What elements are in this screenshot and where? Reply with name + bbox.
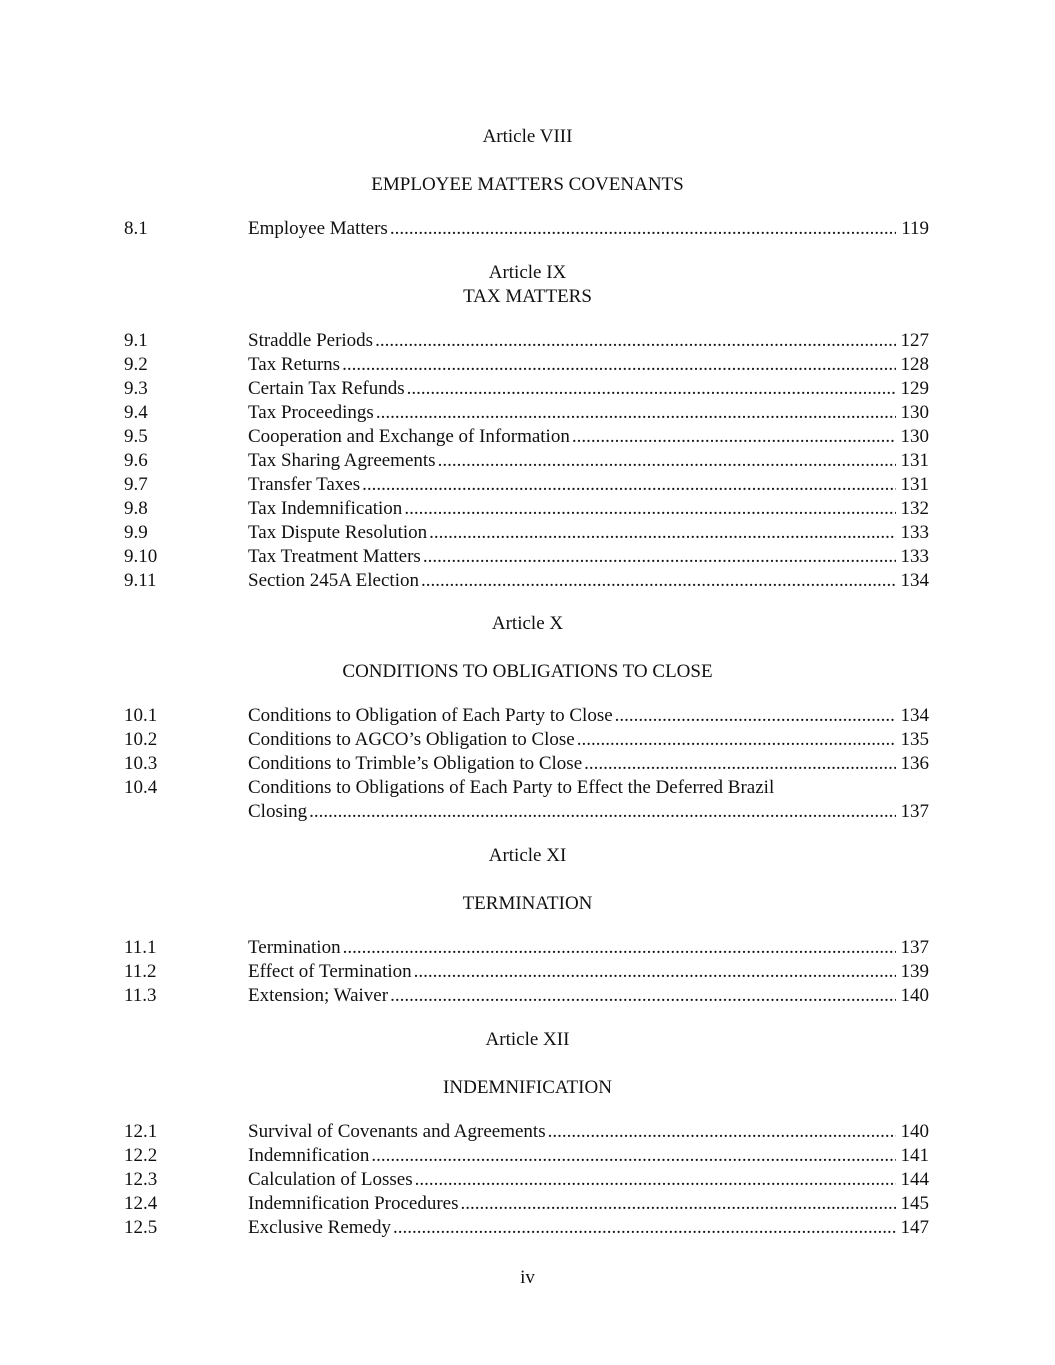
- toc-entry-number: 9.8: [124, 498, 148, 519]
- toc-entry-title: Certain Tax Refunds: [248, 378, 405, 399]
- toc-entry[interactable]: [248, 984, 929, 1008]
- article-subheading: TERMINATION: [462, 893, 593, 914]
- toc-entry-page: 131: [896, 473, 930, 497]
- toc-entry-number: 10.2: [124, 729, 158, 750]
- toc-entry-number: 12.2: [124, 1145, 158, 1166]
- toc-entry-number: 11.1: [124, 937, 157, 958]
- toc-entry-page: 134: [896, 569, 930, 593]
- toc-entry-page: 135: [896, 728, 930, 752]
- dot-leader: [584, 752, 895, 776]
- dot-leader: [404, 497, 895, 521]
- toc-entry-number: 9.5: [124, 426, 148, 447]
- toc-entry[interactable]: [248, 425, 929, 449]
- article-subheading: INDEMNIFICATION: [443, 1077, 612, 1098]
- dot-leader: [615, 704, 896, 728]
- toc-entry-number: 10.1: [124, 705, 158, 726]
- toc-entry-page: 134: [896, 704, 930, 728]
- toc-entry-page: 139: [896, 960, 930, 984]
- dot-leader: [390, 217, 896, 241]
- dot-leader: [423, 545, 896, 569]
- toc-entry-number: 12.1: [124, 1121, 158, 1142]
- toc-entry[interactable]: [248, 569, 929, 593]
- toc-entry-page: 129: [896, 377, 930, 401]
- toc-entry-title: Employee Matters: [248, 218, 388, 239]
- toc-entry-number: 10.3: [124, 753, 158, 774]
- toc-entry-number: 11.2: [124, 961, 157, 982]
- toc-entry[interactable]: [248, 329, 929, 353]
- toc-entry-page: 133: [896, 545, 930, 569]
- toc-entry-title: Conditions to AGCO’s Obligation to Close: [248, 729, 575, 750]
- dot-leader: [309, 800, 895, 824]
- toc-entry-title: Section 245A Election: [248, 570, 419, 591]
- toc-entry-page: 127: [896, 329, 930, 353]
- toc-entry-title: Tax Sharing Agreements: [248, 450, 436, 471]
- toc-entry-title: Tax Proceedings: [248, 402, 374, 423]
- toc-entry[interactable]: [248, 449, 929, 473]
- toc-entry-number: 8.1: [124, 218, 148, 239]
- article-subheading: EMPLOYEE MATTERS COVENANTS: [371, 174, 684, 195]
- dot-leader: [415, 1168, 896, 1192]
- toc-entry-page: 130: [896, 401, 930, 425]
- toc-entry[interactable]: [248, 353, 929, 377]
- toc-entry-title: Exclusive Remedy: [248, 1217, 391, 1238]
- toc-entry-number: 9.2: [124, 354, 148, 375]
- toc-entry-page: 141: [896, 1144, 930, 1168]
- toc-entry-title: Indemnification Procedures: [248, 1193, 459, 1214]
- toc-entry-page: 147: [896, 1216, 930, 1240]
- dot-leader: [429, 521, 895, 545]
- dot-leader: [393, 1216, 896, 1240]
- toc-entry[interactable]: [248, 377, 929, 401]
- toc-entry-page: 130: [896, 425, 930, 449]
- toc-entry-title: Transfer Taxes: [248, 474, 361, 495]
- toc-entry-title: Conditions to Trimble’s Obligation to Close: [248, 753, 583, 774]
- toc-entry[interactable]: [248, 545, 929, 569]
- dot-leader: [577, 728, 896, 752]
- dot-leader: [371, 1144, 895, 1168]
- toc-entry[interactable]: [248, 1168, 929, 1192]
- dot-leader: [376, 401, 896, 425]
- toc-entry[interactable]: [248, 217, 929, 241]
- toc-entry-number: 12.4: [124, 1193, 158, 1214]
- article-heading: Article X: [491, 613, 564, 634]
- toc-entry-number: 11.3: [124, 985, 157, 1006]
- dot-leader: [342, 353, 895, 377]
- toc-entry[interactable]: [248, 1216, 929, 1240]
- dot-leader: [438, 449, 896, 473]
- toc-entry-number: 9.7: [124, 474, 148, 495]
- toc-entry-page: 128: [896, 353, 930, 377]
- toc-entry[interactable]: [248, 752, 929, 776]
- toc-entry-number: 9.9: [124, 522, 148, 543]
- dot-leader: [421, 569, 896, 593]
- toc-entry[interactable]: [248, 936, 929, 960]
- dot-leader: [414, 960, 896, 984]
- article-heading: Article XI: [488, 845, 567, 866]
- toc-entry-title: Indemnification: [248, 1145, 370, 1166]
- toc-entry-title-line1[interactable]: Conditions to Obligations of Each Party to Effect the Deferred Brazil: [248, 777, 775, 798]
- dot-leader: [343, 936, 896, 960]
- toc-entry[interactable]: [248, 800, 929, 824]
- toc-entry-number: 9.1: [124, 330, 148, 351]
- toc-entry[interactable]: [248, 1144, 929, 1168]
- toc-entry-number: 10.4: [124, 777, 158, 798]
- dot-leader: [390, 984, 895, 1008]
- toc-entry[interactable]: [248, 1120, 929, 1144]
- article-subheading: CONDITIONS TO OBLIGATIONS TO CLOSE: [342, 661, 713, 682]
- toc-entry-page: 145: [896, 1192, 930, 1216]
- dot-leader: [362, 473, 895, 497]
- toc-entry-page: 136: [896, 752, 930, 776]
- toc-entry[interactable]: [248, 473, 929, 497]
- toc-entry-number: 9.4: [124, 402, 148, 423]
- toc-entry-title: Extension; Waiver: [248, 985, 389, 1006]
- page-number: iv: [520, 1267, 535, 1288]
- toc-entry[interactable]: [248, 497, 929, 521]
- toc-entry-title: Tax Indemnification: [248, 498, 403, 519]
- toc-entry-title: Cooperation and Exchange of Information: [248, 426, 570, 447]
- toc-entry-number: 9.6: [124, 450, 148, 471]
- toc-entry-number: 9.10: [124, 546, 158, 567]
- article-subheading: TAX MATTERS: [463, 286, 592, 307]
- toc-entry-title: Calculation of Losses: [248, 1169, 413, 1190]
- toc-entry-title: Tax Returns: [248, 354, 341, 375]
- toc-entry[interactable]: [248, 704, 929, 728]
- toc-entry-number: 12.5: [124, 1217, 158, 1238]
- toc-entry-number: 9.11: [124, 570, 157, 591]
- toc-entry-page: 137: [896, 800, 930, 824]
- toc-entry-title: Termination: [248, 937, 341, 958]
- toc-entry-title: Straddle Periods: [248, 330, 374, 351]
- toc-entry-page: 119: [896, 217, 929, 241]
- article-heading: Article IX: [488, 262, 567, 283]
- toc-entry-page: 131: [896, 449, 930, 473]
- toc-entry-title: Closing: [248, 801, 308, 822]
- toc-entry[interactable]: [248, 1192, 929, 1216]
- dot-leader: [407, 377, 896, 401]
- dot-leader: [461, 1192, 896, 1216]
- toc-entry-title: Survival of Covenants and Agreements: [248, 1121, 546, 1142]
- toc-entry[interactable]: [248, 728, 929, 752]
- toc-entry-page: 132: [896, 497, 930, 521]
- toc-entry[interactable]: [248, 401, 929, 425]
- dot-leader: [548, 1120, 896, 1144]
- article-heading: Article XII: [485, 1029, 570, 1050]
- toc-entry-page: 137: [896, 936, 930, 960]
- toc-entry-title: Tax Treatment Matters: [248, 546, 421, 567]
- toc-entry-page: 144: [896, 1168, 930, 1192]
- article-heading: Article VIII: [482, 126, 573, 147]
- toc-entry-number: 9.3: [124, 378, 148, 399]
- toc-entry-title: Tax Dispute Resolution: [248, 522, 428, 543]
- toc-entry-page: 140: [896, 984, 930, 1008]
- toc-entry-page: 133: [896, 521, 930, 545]
- toc-entry[interactable]: [248, 960, 929, 984]
- toc-entry-page: 140: [896, 1120, 930, 1144]
- toc-entry-title: Effect of Termination: [248, 961, 412, 982]
- toc-entry-number: 12.3: [124, 1169, 158, 1190]
- dot-leader: [375, 329, 895, 353]
- toc-entry-title: Conditions to Obligation of Each Party to Close: [248, 705, 613, 726]
- toc-entry[interactable]: [248, 521, 929, 545]
- dot-leader: [572, 425, 896, 449]
